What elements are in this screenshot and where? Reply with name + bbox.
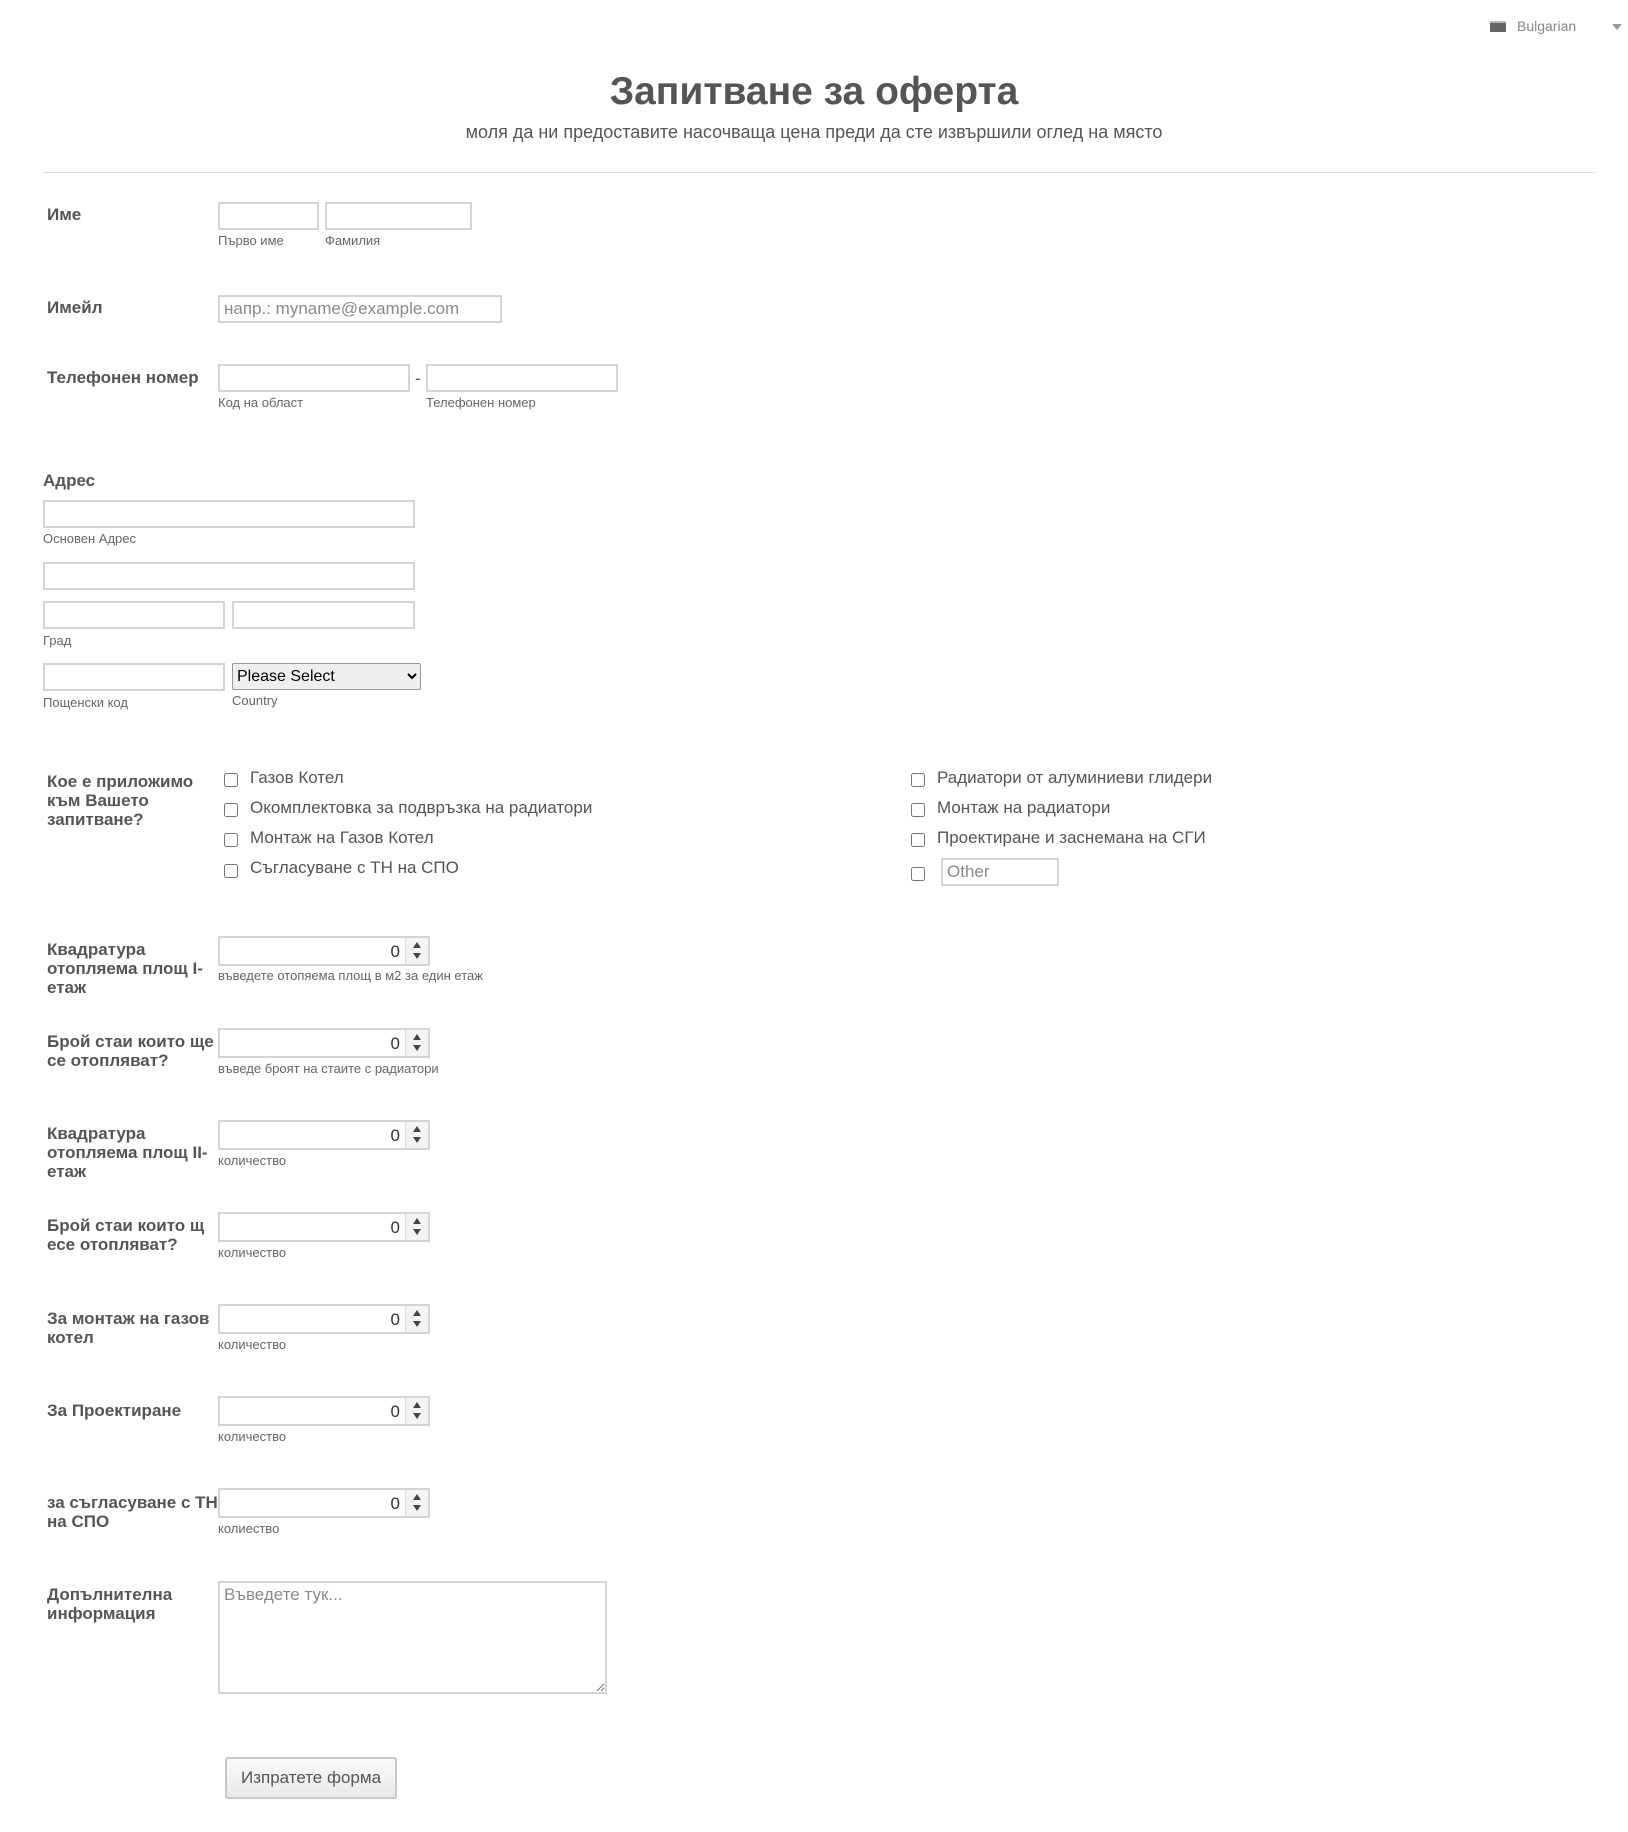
number-sublabel: колиество <box>218 1521 280 1536</box>
first-name-sublabel: Първо име <box>218 233 284 248</box>
number-value: 0 <box>390 1218 400 1237</box>
address-label: Адрес <box>43 471 96 490</box>
number-sublabel: въведете отопяема площ в м2 за един етаж <box>218 968 483 983</box>
number-label: за съгласуване с ТН на СПО <box>47 1493 218 1531</box>
page-subtitle: моля да ни предоставите насочваща цена преди да сте извършили оглед на място <box>465 122 1163 142</box>
floor1-rooms-input[interactable] <box>218 1028 430 1058</box>
spin-down-icon[interactable] <box>413 953 421 959</box>
phone-label: Телефонен номер <box>47 368 199 387</box>
checkbox-label: Окомплектовка за подвръзка на радиатори <box>250 798 593 817</box>
floor2-area-input[interactable] <box>218 1120 430 1150</box>
spin-down-icon[interactable] <box>413 1321 421 1327</box>
design-qty-input[interactable] <box>218 1396 430 1426</box>
spinner[interactable] <box>405 1214 428 1240</box>
submit-button[interactable]: Изпратете форма <box>225 1757 397 1799</box>
floor1-area-input[interactable] <box>218 936 430 966</box>
header-divider <box>43 172 1595 173</box>
country-sublabel: Country <box>232 693 278 708</box>
spinner[interactable] <box>405 1122 428 1148</box>
number-sublabel: количество <box>218 1245 287 1260</box>
spin-down-icon[interactable] <box>413 1045 421 1051</box>
checkbox-gas-boiler[interactable] <box>224 773 238 787</box>
number-label: За Проектиране <box>47 1401 182 1420</box>
checkbox-boiler-installation[interactable] <box>224 833 238 847</box>
country-select[interactable] <box>232 663 421 690</box>
first-name-input[interactable] <box>218 202 319 230</box>
phone-number-sublabel: Телефонен номер <box>426 395 536 410</box>
spin-up-icon[interactable] <box>413 1310 421 1316</box>
city-input[interactable] <box>43 601 225 629</box>
checkbox-label: Газов Котел <box>250 768 344 787</box>
floor2-rooms-input[interactable] <box>218 1212 430 1242</box>
page-title: Запитване за оферта <box>609 70 1019 113</box>
spin-down-icon[interactable] <box>413 1413 421 1419</box>
city-sublabel: Град <box>43 633 72 648</box>
number-sublabel: количество <box>218 1153 287 1168</box>
other-input[interactable] <box>941 858 1059 886</box>
number-sublabel: количество <box>218 1429 287 1444</box>
state-input[interactable] <box>232 601 415 629</box>
spinner[interactable] <box>405 1030 428 1056</box>
spin-up-icon[interactable] <box>413 942 421 948</box>
spo-approval-qty-input[interactable] <box>218 1488 430 1518</box>
additional-info-label: Допълнителна информация <box>47 1585 173 1623</box>
name-label: Име <box>47 205 82 224</box>
spin-up-icon[interactable] <box>413 1402 421 1408</box>
checkbox-label: Съгласуване с ТН на СПО <box>250 858 459 877</box>
checkbox-aluminium-radiators[interactable] <box>911 773 925 787</box>
checkbox-design-survey[interactable] <box>911 833 925 847</box>
spinner[interactable] <box>405 1306 428 1332</box>
zip-sublabel: Пощенски код <box>43 695 128 710</box>
number-label: Квадратура отопляема площ I-етаж <box>47 940 203 997</box>
checkbox-radiator-kit[interactable] <box>224 803 238 817</box>
checkbox-other[interactable] <box>911 867 925 881</box>
spinner[interactable] <box>405 1398 428 1424</box>
email-input[interactable] <box>218 295 502 323</box>
checkbox-label: Монтаж на радиатори <box>937 798 1111 817</box>
street-address-line2-input[interactable] <box>43 562 415 590</box>
phone-number-input[interactable] <box>426 364 618 392</box>
checkbox-spo-approval[interactable] <box>224 864 238 878</box>
area-code-input[interactable] <box>218 364 410 392</box>
street-address-sublabel: Основен Адрес <box>43 531 137 546</box>
chevron-down-icon[interactable] <box>1612 24 1622 30</box>
spin-up-icon[interactable] <box>413 1494 421 1500</box>
last-name-sublabel: Фамилия <box>325 233 381 248</box>
spin-up-icon[interactable] <box>413 1034 421 1040</box>
number-sublabel: количество <box>218 1337 287 1352</box>
number-value: 0 <box>390 1034 400 1053</box>
number-value: 0 <box>390 1402 400 1421</box>
boiler-installation-qty-input[interactable] <box>218 1304 430 1334</box>
checkbox-radiator-installation[interactable] <box>911 803 925 817</box>
number-label: Брой стаи които щ есе отопляват? <box>47 1216 205 1254</box>
language-selector[interactable] <box>1490 16 1620 36</box>
checkbox-label: Проектиране и заснемана на СГИ <box>937 828 1206 847</box>
number-value: 0 <box>390 1310 400 1329</box>
email-label: Имейл <box>47 298 103 317</box>
language-label: Bulgarian <box>1517 18 1577 34</box>
number-value: 0 <box>390 942 400 961</box>
additional-info-textarea[interactable] <box>218 1581 607 1694</box>
spinner[interactable] <box>405 938 428 964</box>
spinner[interactable] <box>405 1490 428 1516</box>
number-label: Квадратура отопляема площ II-етаж <box>47 1124 208 1181</box>
spin-down-icon[interactable] <box>413 1229 421 1235</box>
number-sublabel: въведе броят на стаите с радиатори <box>218 1061 439 1076</box>
number-label: Брой стаи които ще се отопляват? <box>47 1032 214 1070</box>
zip-input[interactable] <box>43 663 225 691</box>
spin-up-icon[interactable] <box>413 1126 421 1132</box>
number-value: 0 <box>390 1126 400 1145</box>
services-label: Кое е приложимо към Вашето запитване? <box>47 772 194 829</box>
spin-up-icon[interactable] <box>413 1218 421 1224</box>
spin-down-icon[interactable] <box>413 1505 421 1511</box>
last-name-input[interactable] <box>325 202 472 230</box>
number-value: 0 <box>390 1494 400 1513</box>
checkbox-label: Монтаж на Газов Котел <box>250 828 434 847</box>
number-label: За монтаж на газов котел <box>47 1309 210 1347</box>
flag-icon <box>1490 21 1506 32</box>
spin-down-icon[interactable] <box>413 1137 421 1143</box>
street-address-input[interactable] <box>43 500 415 528</box>
phone-separator: - <box>415 369 421 388</box>
checkbox-label: Радиатори от алуминиеви глидери <box>937 768 1213 787</box>
area-code-sublabel: Код на област <box>218 395 304 410</box>
